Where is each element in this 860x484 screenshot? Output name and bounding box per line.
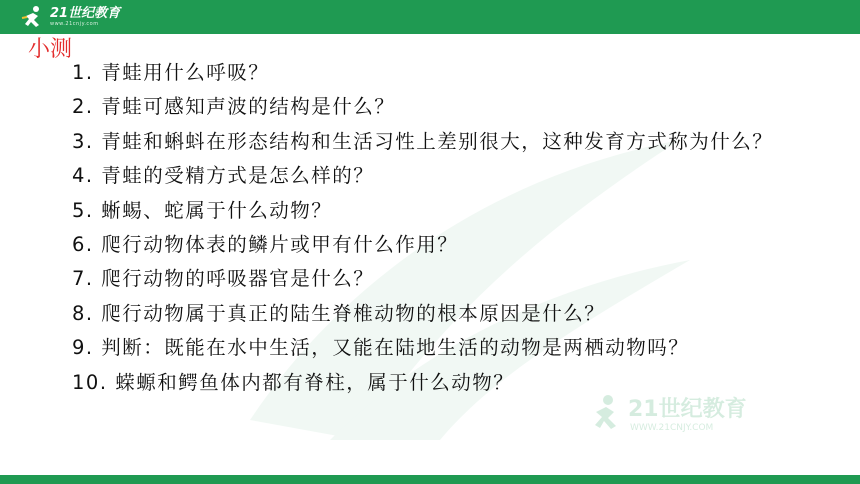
question-item: 3. 青蛙和蝌蚪在形态结构和生活习性上差别很大，这种发育方式称为什么？ <box>72 129 774 153</box>
logo-text: 21世纪教育 <box>50 6 121 21</box>
question-item: 8. 爬行动物属于真正的陆生脊椎动物的根本原因是什么？ <box>72 301 606 325</box>
question-item: 2. 青蛙可感知声波的结构是什么？ <box>72 95 396 119</box>
footer-bar <box>0 475 860 484</box>
brand-logo <box>20 4 120 30</box>
question-item: 6. 爬行动物体表的鳞片或甲有什么作用？ <box>72 233 459 257</box>
logo-subtext: www.21cnjy.com <box>50 21 99 27</box>
question-item: 4. 青蛙的受精方式是怎么样的？ <box>72 164 375 188</box>
header-bar <box>0 0 860 34</box>
question-item: 1. 青蛙用什么呼吸？ <box>72 61 270 84</box>
runner-logo-icon <box>20 4 46 30</box>
question-list <box>72 56 812 400</box>
slide-title: 小测 <box>28 37 73 62</box>
question-item: 10. 蝾螈和鳄鱼体内都有脊柱，属于什么动物？ <box>72 370 515 394</box>
question-item: 7. 爬行动物的呼吸器官是什么？ <box>72 267 375 291</box>
question-item: 9. 判断：既能在水中生活，又能在陆地生活的动物是两栖动物吗？ <box>72 336 690 360</box>
svg-text:WWW.21CNJY.COM: WWW.21CNJY.COM <box>630 423 714 433</box>
watermark-logo-icon <box>592 390 812 434</box>
question-item: 5. 蜥蜴、蛇属于什么动物？ <box>72 198 333 222</box>
svg-text:21世纪教育: 21世纪教育 <box>628 397 747 422</box>
